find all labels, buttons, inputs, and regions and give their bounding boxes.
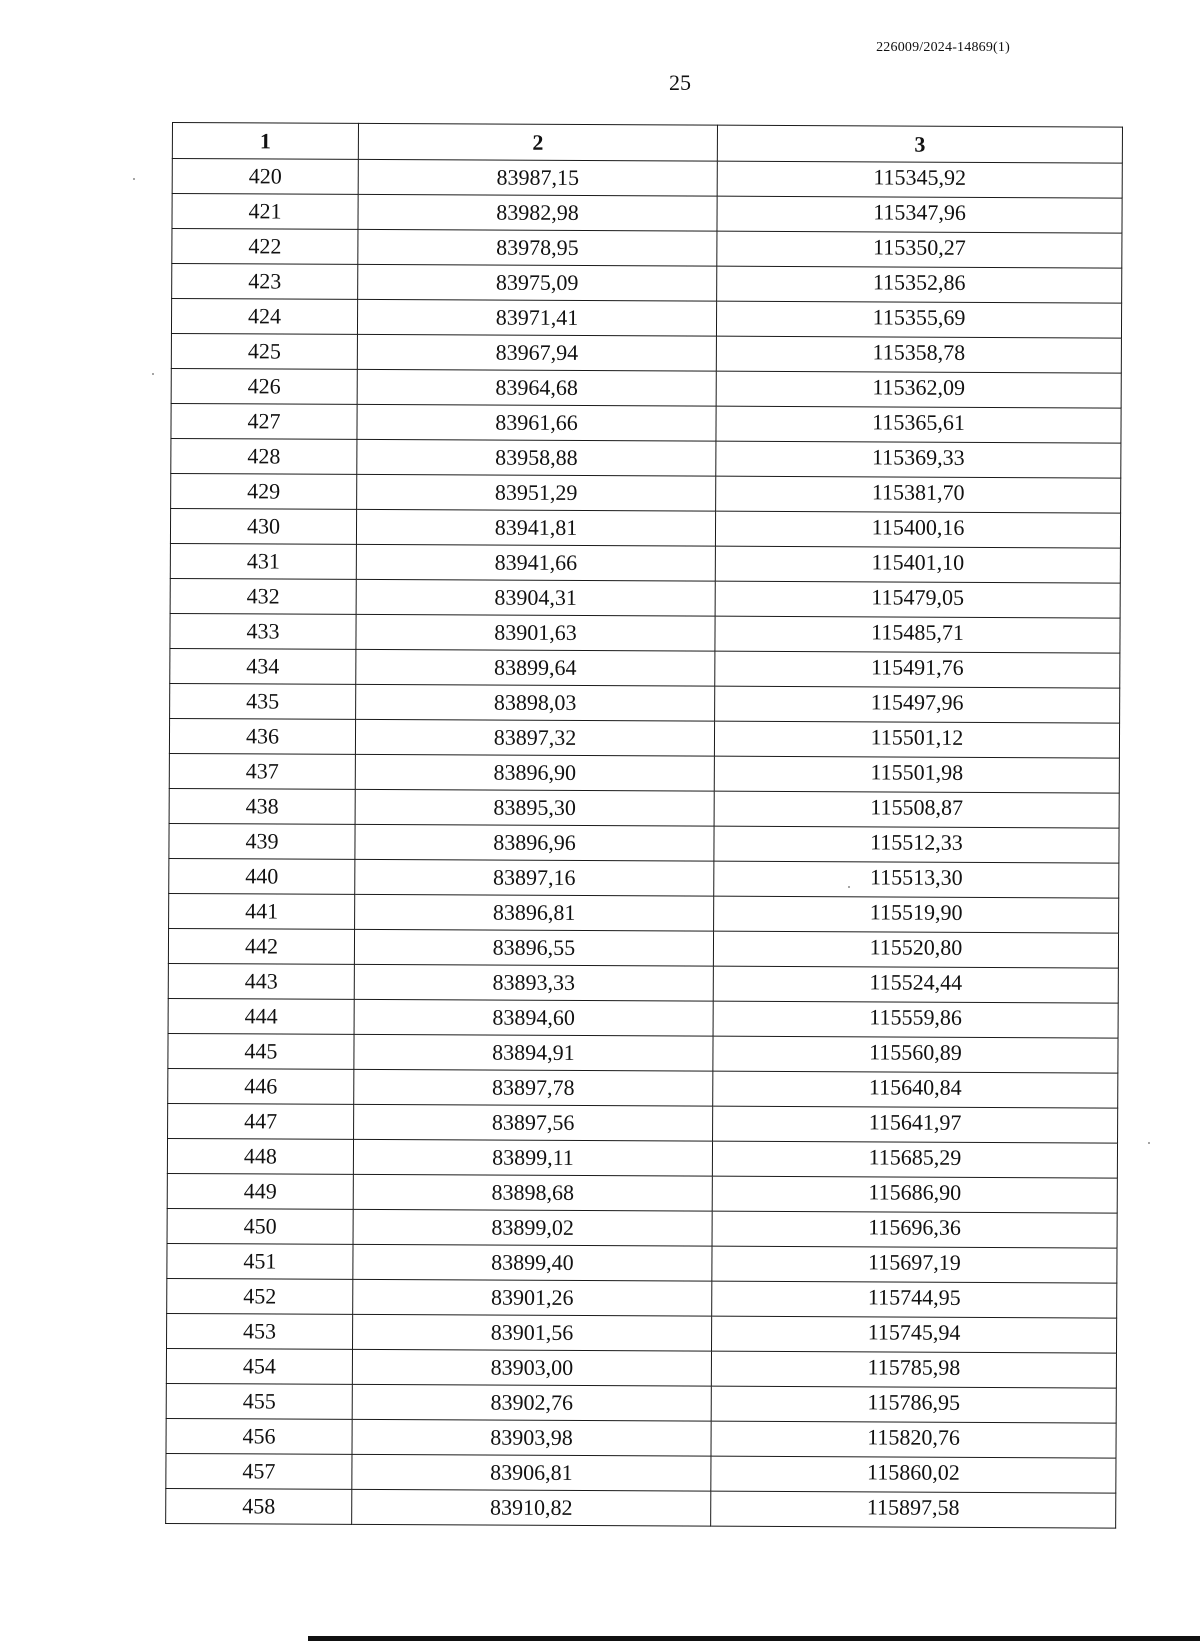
table-row (167, 1243, 1117, 1283)
table-row (170, 613, 1120, 653)
scan-speck (133, 178, 135, 180)
page-number: 25 (669, 70, 691, 95)
table-row (169, 858, 1119, 898)
header-row (172, 123, 1122, 164)
table-row (166, 1383, 1116, 1423)
table-row (172, 229, 1122, 269)
table-cell-col-1: 456 (166, 1418, 352, 1454)
table-cell-col-3: 115785,98 (711, 1351, 1116, 1388)
table-row (171, 368, 1121, 408)
table-cell-col-2: 83896,81 (355, 894, 714, 931)
table-cell-col-3: 115501,12 (714, 721, 1119, 758)
table-cell-col-1: 446 (168, 1068, 354, 1104)
table-cell-col-2: 83910,82 (352, 1489, 711, 1526)
table-cell-col-1: 423 (172, 264, 358, 300)
table-cell-col-1: 436 (169, 718, 355, 754)
table-cell-col-2: 83896,90 (355, 754, 714, 791)
table-cell-col-1: 432 (170, 578, 356, 614)
column-header-2: 2 (358, 123, 717, 161)
table-cell-col-1: 447 (168, 1103, 354, 1139)
table-cell-col-3: 115641,97 (713, 1106, 1118, 1143)
table-row (168, 998, 1118, 1038)
table-cell-col-2: 83967,94 (357, 334, 716, 371)
table-row (171, 438, 1121, 478)
table-cell-col-3: 115355,69 (716, 301, 1121, 338)
table-cell-col-2: 83901,63 (356, 614, 715, 651)
table-row (170, 578, 1120, 618)
table-cell-col-1: 424 (171, 299, 357, 335)
column-header-1: 1 (172, 123, 358, 160)
table-cell-col-3: 115513,30 (714, 861, 1119, 898)
table-cell-col-2: 83941,81 (356, 509, 715, 546)
table-cell-col-2: 83899,02 (353, 1209, 712, 1246)
table-cell-col-1: 434 (170, 648, 356, 684)
table-row (169, 753, 1119, 793)
table-cell-col-2: 83896,96 (355, 824, 714, 861)
document-id: 226009/2024-14869(1) (876, 40, 1010, 55)
table-cell-col-2: 83896,55 (354, 929, 713, 966)
table-row (171, 299, 1121, 339)
table-cell-col-1: 425 (171, 333, 357, 369)
table-cell-col-3: 115352,86 (717, 266, 1122, 303)
table-row (167, 1313, 1117, 1353)
table-cell-col-2: 83901,56 (353, 1314, 712, 1351)
table-cell-col-1: 429 (171, 473, 357, 509)
column-header-3: 3 (717, 125, 1122, 163)
table-cell-col-2: 83906,81 (352, 1454, 711, 1491)
table-cell-col-2: 83899,11 (353, 1139, 712, 1176)
table-cell-col-2: 83902,76 (352, 1384, 711, 1421)
table-cell-col-3: 115369,33 (716, 441, 1121, 478)
table-cell-col-2: 83898,03 (356, 684, 715, 721)
table-cell-col-2: 83897,56 (354, 1104, 713, 1141)
table-cell-col-3: 115560,89 (713, 1036, 1118, 1073)
table-cell-col-3: 115350,27 (717, 231, 1122, 268)
table-cell-col-3: 115401,10 (715, 546, 1120, 583)
table-cell-col-3: 115519,90 (714, 896, 1119, 933)
table-cell-col-2: 83961,66 (357, 404, 716, 441)
table-cell-col-3: 115860,02 (711, 1456, 1116, 1493)
table-cell-col-1: 438 (169, 788, 355, 824)
table-row (171, 403, 1121, 443)
coordinates-table (165, 122, 1123, 1529)
table-cell-col-3: 115491,76 (715, 651, 1120, 688)
table-cell-col-3: 115520,80 (713, 931, 1118, 968)
table-cell-col-3: 115347,96 (717, 196, 1122, 233)
table-cell-col-3: 115640,84 (713, 1071, 1118, 1108)
scan-speck (152, 373, 154, 375)
bottom-edge-bar (308, 1636, 1200, 1641)
table-cell-col-1: 440 (169, 858, 355, 894)
table-cell-col-3: 115365,61 (716, 406, 1121, 443)
table-cell-col-2: 83904,31 (356, 579, 715, 616)
table-cell-col-2: 83897,32 (355, 719, 714, 756)
table-cell-col-1: 458 (166, 1488, 352, 1524)
table-cell-col-3: 115497,96 (715, 686, 1120, 723)
table-cell-col-2: 83894,91 (354, 1034, 713, 1071)
table-cell-col-3: 115820,76 (711, 1421, 1116, 1458)
table-cell-col-3: 115479,05 (715, 581, 1120, 618)
table-row (169, 718, 1119, 758)
table-cell-col-2: 83903,98 (352, 1419, 711, 1456)
table-cell-col-1: 433 (170, 613, 356, 649)
table-cell-col-2: 83978,95 (358, 229, 717, 266)
table-cell-col-1: 448 (167, 1138, 353, 1174)
table-cell-col-3: 115381,70 (716, 476, 1121, 513)
table-cell-col-3: 115508,87 (714, 791, 1119, 828)
table-row (166, 1348, 1116, 1388)
table-row (167, 1208, 1117, 1248)
table-cell-col-1: 443 (168, 963, 354, 999)
table-cell-col-2: 83898,68 (353, 1174, 712, 1211)
table-row (167, 1173, 1117, 1213)
table-row (170, 543, 1120, 583)
table-cell-col-1: 437 (169, 753, 355, 789)
table-row (166, 1418, 1116, 1458)
table-row (168, 963, 1118, 1003)
table-cell-col-1: 422 (172, 229, 358, 265)
table-cell-col-2: 83982,98 (358, 194, 717, 231)
table-cell-col-3: 115697,19 (712, 1246, 1117, 1283)
table-cell-col-1: 455 (166, 1383, 352, 1419)
table-cell-col-1: 457 (166, 1453, 352, 1489)
table-cell-col-1: 451 (167, 1243, 353, 1279)
table-row (168, 928, 1118, 968)
table-cell-col-2: 83987,15 (358, 159, 717, 196)
table-row (168, 1103, 1118, 1143)
table-cell-col-3: 115501,98 (714, 756, 1119, 793)
table-cell-col-2: 83895,30 (355, 789, 714, 826)
table-row (171, 333, 1121, 373)
table-cell-col-1: 453 (167, 1313, 353, 1349)
table-row (172, 264, 1122, 304)
table-cell-col-3: 115559,86 (713, 1001, 1118, 1038)
scan-speck (848, 886, 850, 888)
table-cell-col-1: 454 (166, 1348, 352, 1384)
table-cell-col-2: 83899,64 (356, 649, 715, 686)
table-cell-col-3: 115696,36 (712, 1211, 1117, 1248)
table-row (172, 194, 1122, 234)
table-row (169, 788, 1119, 828)
table-row (169, 893, 1119, 933)
table-cell-col-2: 83971,41 (357, 299, 716, 336)
table-cell-col-2: 83903,00 (352, 1349, 711, 1386)
table-cell-col-2: 83958,88 (357, 439, 716, 476)
table-cell-col-2: 83975,09 (358, 264, 717, 301)
table-row (167, 1138, 1117, 1178)
table-cell-col-1: 445 (168, 1033, 354, 1069)
table-cell-col-3: 115685,29 (712, 1141, 1117, 1178)
table-cell-col-2: 83897,78 (354, 1069, 713, 1106)
table-cell-col-3: 115485,71 (715, 616, 1120, 653)
table-cell-col-3: 115512,33 (714, 826, 1119, 863)
table-cell-col-1: 450 (167, 1208, 353, 1244)
table-cell-col-1: 427 (171, 403, 357, 439)
table-cell-col-1: 430 (170, 508, 356, 544)
table-row (168, 1033, 1118, 1073)
table-cell-col-3: 115897,58 (711, 1491, 1116, 1528)
table-cell-col-2: 83899,40 (353, 1244, 712, 1281)
table-cell-col-3: 115744,95 (712, 1281, 1117, 1318)
table-row (170, 508, 1120, 548)
table-row (167, 1278, 1117, 1318)
table-cell-col-3: 115745,94 (711, 1316, 1116, 1353)
table-cell-col-1: 426 (171, 368, 357, 404)
table-body (166, 159, 1123, 1529)
table-row (171, 473, 1121, 513)
table-cell-col-2: 83893,33 (354, 964, 713, 1001)
table-row (169, 823, 1119, 863)
table-cell-col-2: 83941,66 (356, 544, 715, 581)
table-cell-col-3: 115400,16 (715, 511, 1120, 548)
table-row (170, 648, 1120, 688)
table-cell-col-1: 428 (171, 438, 357, 474)
table-cell-col-1: 435 (170, 683, 356, 719)
table-cell-col-1: 431 (170, 543, 356, 579)
table-cell-col-1: 441 (169, 893, 355, 929)
table-cell-col-1: 444 (168, 998, 354, 1034)
table-cell-col-1: 442 (168, 928, 354, 964)
table-row (170, 683, 1120, 723)
table-cell-col-3: 115358,78 (716, 336, 1121, 373)
table-row (166, 1453, 1116, 1493)
table-cell-col-1: 449 (167, 1173, 353, 1209)
table-cell-col-1: 420 (172, 159, 358, 195)
table-cell-col-2: 83951,29 (357, 474, 716, 511)
table-cell-col-1: 421 (172, 194, 358, 230)
table-cell-col-2: 83897,16 (355, 859, 714, 896)
table-row (166, 1488, 1116, 1528)
scan-speck (1148, 1142, 1150, 1144)
table-row (172, 159, 1122, 199)
table-row (168, 1068, 1118, 1108)
table-header (172, 123, 1122, 164)
table-cell-col-3: 115524,44 (713, 966, 1118, 1003)
table-cell-col-3: 115786,95 (711, 1386, 1116, 1423)
table-cell-col-2: 83964,68 (357, 369, 716, 406)
table-cell-col-1: 439 (169, 823, 355, 859)
table-cell-col-2: 83901,26 (353, 1279, 712, 1316)
table-cell-col-2: 83894,60 (354, 999, 713, 1036)
table-cell-col-3: 115686,90 (712, 1176, 1117, 1213)
table-cell-col-3: 115362,09 (716, 371, 1121, 408)
table-cell-col-3: 115345,92 (717, 161, 1122, 198)
table-cell-col-1: 452 (167, 1278, 353, 1314)
